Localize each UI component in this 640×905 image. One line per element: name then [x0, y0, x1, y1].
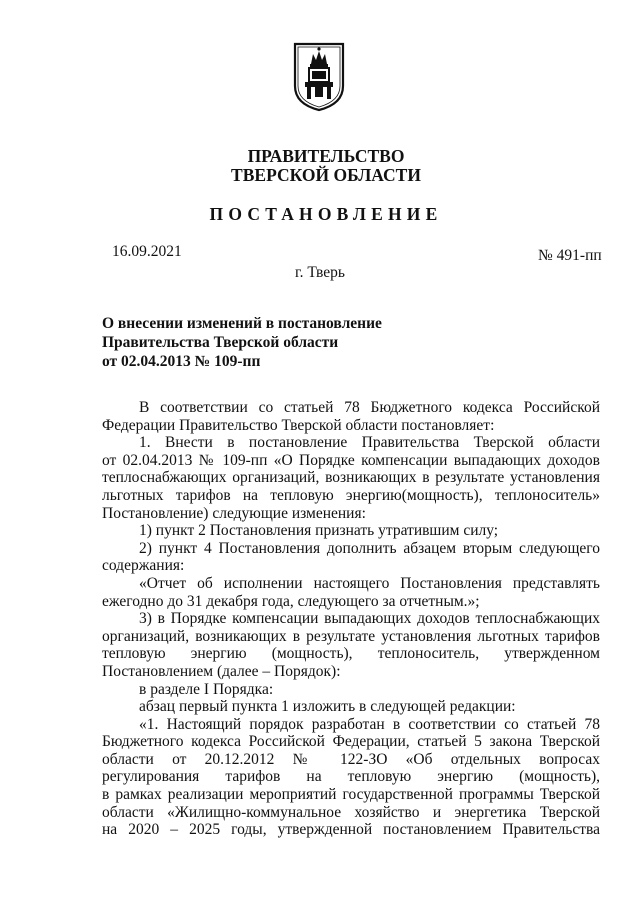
body-line: ежегодно до 31 декабря года, следующего за отчетным.»; [102, 592, 480, 610]
body-line: Постановление) следующие изменения: [102, 504, 366, 522]
organization-name-line1: ПРАВИТЕЛЬСТВО [247, 146, 405, 166]
document-number: № 491-пп [538, 247, 602, 264]
body-line: тепловую энергию (мощность), теплоноситель, утвержденном [102, 645, 600, 663]
body-line: Бюджетного кодекса Российской Федерации, статьей 5 закона Тверской [102, 733, 600, 751]
body-line: «1. Настоящий порядок разработан в соответствии со статьей 78 [139, 715, 600, 733]
body-line: в разделе I Порядка: [139, 680, 274, 698]
body-line: В соответствии со статьей 78 Бюджетного кодекса Российской [139, 399, 600, 416]
body-line: на 2020 – 2025 годы, утвержденной постановлением Правительства [102, 821, 600, 839]
body-line: 3) в Порядке компенсации выпадающих доходов теплоснабжающих [139, 610, 600, 628]
body-line: Федерации Правительство Тверской области постановляет: [102, 416, 495, 434]
tver-coat-of-arms-icon [293, 42, 345, 112]
body-line: от 02.04.2013 № 109-пп «О Порядке компенсации выпадающих доходов [102, 451, 600, 469]
body-line: в рамках реализации мероприятий государственной программы Тверской [102, 786, 600, 804]
document-type-title: ПОСТАНОВЛЕНИЕ [209, 204, 443, 224]
body-line: Постановлением (далее – Порядок): [102, 662, 341, 680]
body-line: 1) пункт 2 Постановления признать утратившим силу; [139, 522, 499, 540]
document-date: 16.09.2021 [112, 243, 182, 260]
body-line: области от 20.12.2012 № 122-ЗО «Об отдельных вопросах [102, 750, 600, 768]
document-subject [102, 314, 382, 371]
body-line: 1. Внести в постановление Правительства Тверской области [139, 434, 600, 452]
body-line: 2) пункт 4 Постановления дополнить абзацем вторым следующего [139, 539, 600, 557]
body-line: регулирования тарифов на тепловую энергию (мощность), [102, 768, 600, 786]
subject-line: от 02.04.2013 № 109-пп [102, 353, 261, 370]
document-city: г. Тверь [295, 264, 345, 281]
body-line: абзац первый пункта 1 изложить в следующей редакции: [139, 698, 516, 716]
document-body [102, 399, 600, 839]
subject-line: Правительства Тверской области [102, 334, 339, 351]
organization-name-line2: ТВЕРСКОЙ ОБЛАСТИ [231, 165, 421, 185]
body-line: содержания: [102, 557, 185, 575]
subject-line: О внесении изменений в постановление [102, 315, 382, 332]
body-line: области «Жилищно-коммунальное хозяйство и энергетика Тверской [102, 803, 600, 821]
body-line: организаций, возникающих в результате установления льготных тарифов [102, 627, 600, 645]
body-line: льготных тарифов на тепловую энергию(мощность), теплоноситель» [102, 486, 600, 504]
body-line: теплоснабжающих организаций, возникающих в результате установления [102, 469, 600, 487]
body-line: «Отчет об исполнении настоящего Постановления представлять [139, 574, 600, 592]
